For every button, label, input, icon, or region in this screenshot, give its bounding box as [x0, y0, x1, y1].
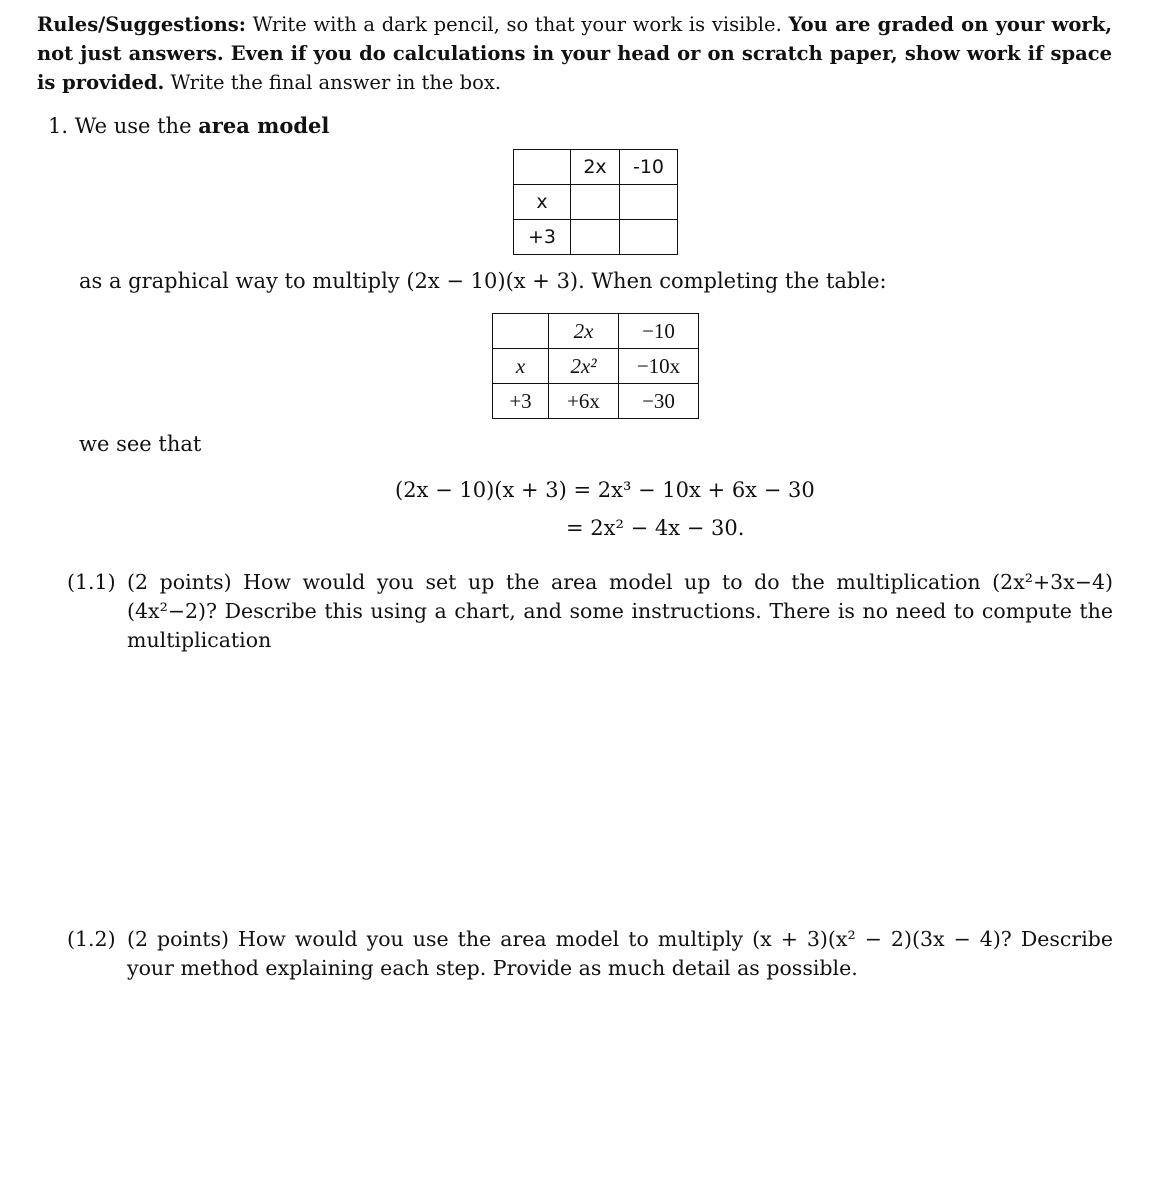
table-cell: [620, 185, 678, 220]
table-cell: x: [514, 185, 571, 220]
area-model-empty-table: [513, 149, 678, 255]
table-cell: [571, 220, 620, 255]
question-1-heading: [48, 111, 329, 141]
table-cell: +3: [493, 384, 549, 419]
table-row: [493, 384, 699, 419]
table-cell: x: [493, 349, 549, 384]
table-cell: [571, 185, 620, 220]
table-cell: [493, 314, 549, 349]
table-cell: −30: [619, 384, 699, 419]
rules-text-2: Write the final answer in the box.: [164, 71, 502, 94]
subquestion-text: (2 points) How would you use the area model to multiply (x + 3)(x² − 2)(3x − 4)? Describe your method explaining each step. Provide as much detail as possible.: [127, 927, 1113, 980]
question-1-intro-bold: area model: [198, 113, 330, 138]
rules-text-1: Write with a dark pencil, so that your work is visible.: [246, 13, 789, 36]
table-row: [493, 349, 699, 384]
equation-line-2: = 2x² − 4x − 30.: [566, 516, 745, 540]
table-cell: 2x: [571, 150, 620, 185]
question-1-number: 1.: [48, 114, 69, 138]
table-cell: 2x²: [549, 349, 619, 384]
rules-paragraph: [37, 10, 1112, 97]
subquestion-text: (2 points) How would you set up the area model up to do the multiplication (2x²+3x−4)(4x²−2)? Describe this using a chart, and some instructions. There is no need to compute the multiplication: [127, 570, 1113, 652]
table-cell: -10: [620, 150, 678, 185]
table-cell: −10: [619, 314, 699, 349]
table-cell: [620, 220, 678, 255]
area-model-completed-table: [492, 313, 699, 419]
table-row: [514, 185, 678, 220]
table-row: [514, 150, 678, 185]
table-cell: −10x: [619, 349, 699, 384]
table-cell: 2x: [549, 314, 619, 349]
rules-label: Rules/Suggestions:: [37, 13, 246, 36]
subquestion-number: (1.2): [67, 927, 116, 951]
subquestion-number: (1.1): [67, 570, 116, 594]
subquestion-1-2: [67, 925, 1113, 983]
subquestion-1-1: [67, 568, 1113, 655]
rules-bold-text: You are graded on your work, not just answers. Even if you do calculations in your head or on scratch paper, show work if space is provided.: [37, 13, 1113, 94]
equation-line-1: (2x − 10)(x + 3) = 2x³ − 10x + 6x − 30: [395, 478, 815, 502]
question-1-intro: We use the: [74, 114, 199, 138]
table-cell: +3: [514, 220, 571, 255]
table-row: [493, 314, 699, 349]
we-see-that-text: we see that: [79, 432, 202, 456]
table-cell: +6x: [549, 384, 619, 419]
area-model-explanation: as a graphical way to multiply (2x − 10)(x + 3). When completing the table:: [79, 269, 887, 293]
table-cell: [514, 150, 571, 185]
table-row: [514, 220, 678, 255]
